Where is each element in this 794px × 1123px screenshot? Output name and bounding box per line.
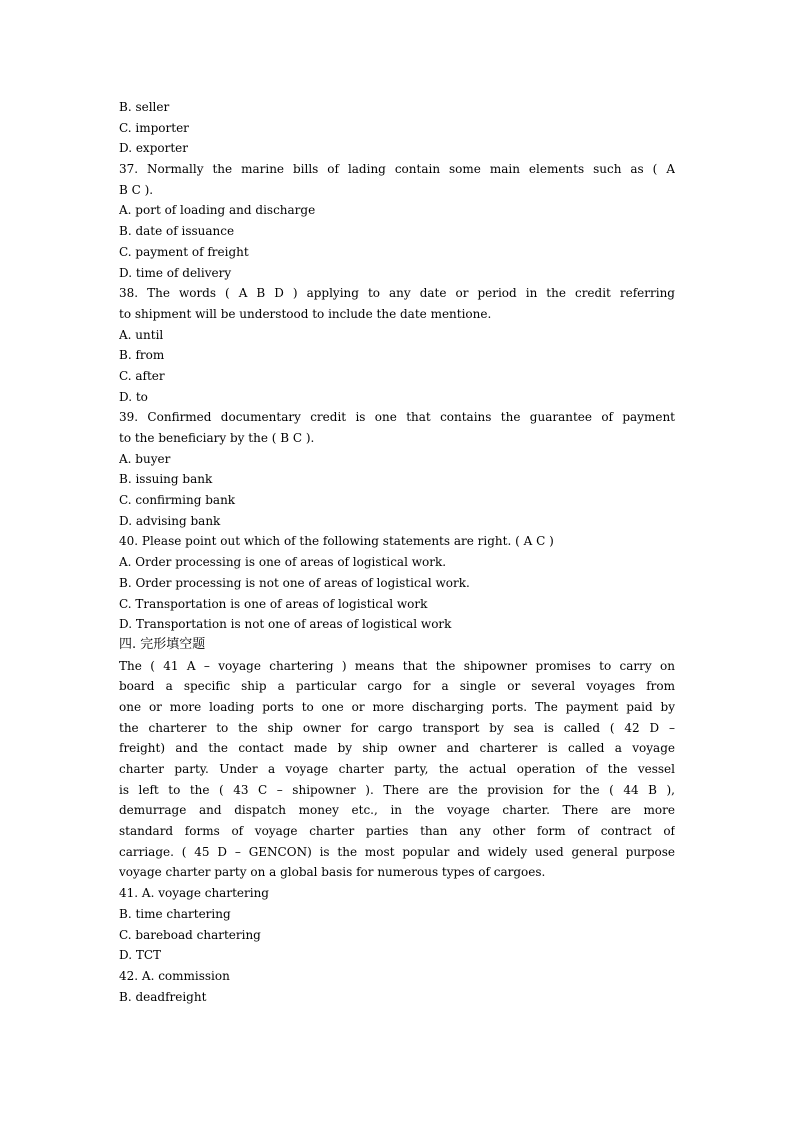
text-line: A. until <box>119 327 164 342</box>
text-line: B. from <box>119 348 165 363</box>
text-line: freight) and the contact made by ship owner and charterer is called a voyage <box>119 741 675 756</box>
text-line: D. time of delivery <box>119 265 232 280</box>
text-line: D. Transportation is not one of areas of logistical work <box>119 617 452 632</box>
text-line: board a specific ship a particular cargo for a single or several voyages from <box>119 679 675 694</box>
text-line: is left to the ( 43 C – shipowner ). There are the provision for the ( 44 B ), <box>119 782 675 797</box>
text-line: 41. A. voyage chartering <box>119 886 269 901</box>
text-line: D. to <box>119 389 148 404</box>
text-line: 37. Normally the marine bills of lading contain some main elements such as ( A <box>119 162 675 177</box>
text-line: to shipment will be understood to include the date mentione. <box>119 306 492 321</box>
document-body <box>119 97 675 1007</box>
section-heading: 四. 完形填空题 <box>119 636 206 652</box>
text-line: A. port of loading and discharge <box>119 203 316 218</box>
text-line: C. after <box>119 368 165 383</box>
text-line: 38. The words ( A B D ) applying to any date or period in the credit referring <box>119 286 675 301</box>
text-line: D. exporter <box>119 141 188 156</box>
text-line: one or more loading ports to one or more discharging ports. The payment paid by <box>119 699 675 714</box>
text-line: B. time chartering <box>119 906 231 921</box>
text-line: the charterer to the ship owner for cargo transport by sea is called ( 42 D – <box>119 720 675 735</box>
text-line: B. date of issuance <box>119 224 235 239</box>
text-line: D. advising bank <box>119 513 221 528</box>
text-line: to the beneficiary by the ( B C ). <box>119 431 315 445</box>
text-line: B C ). <box>119 182 154 197</box>
text-line: 42. A. commission <box>119 968 230 983</box>
text-line: charter party. Under a voyage charter party, the actual operation of the vessel <box>119 762 675 776</box>
text-line: C. bareboad chartering <box>119 927 261 942</box>
text-line: demurrage and dispatch money etc., in the voyage charter. There are more <box>119 803 675 818</box>
text-line: carriage. ( 45 D – GENCON) is the most popular and widely used general purpose <box>119 844 675 859</box>
text-line: C. Transportation is one of areas of logistical work <box>119 596 428 611</box>
text-line: B. issuing bank <box>119 472 213 487</box>
text-line: The ( 41 A – voyage chartering ) means that the shipowner promises to carry on <box>119 658 675 673</box>
text-line: C. payment of freight <box>119 244 249 259</box>
text-line: voyage charter party on a global basis for numerous types of cargoes. <box>119 865 546 880</box>
text-line: B. Order processing is not one of areas of logistical work. <box>119 575 470 590</box>
text-line: A. Order processing is one of areas of logistical work. <box>119 555 447 570</box>
text-line: C. confirming bank <box>119 493 236 508</box>
text-line: A. buyer <box>119 451 171 466</box>
text-line: B. deadfreight <box>119 989 207 1004</box>
text-line: B. seller <box>119 100 170 114</box>
text-line: D. TCT <box>119 948 162 963</box>
text-line: C. importer <box>119 120 189 135</box>
text-line: 39. Confirmed documentary credit is one that contains the guarantee of payment <box>119 410 675 425</box>
text-line: standard forms of voyage charter parties than any other form of contract of <box>119 824 675 839</box>
text-line: 40. Please point out which of the following statements are right. ( A C ) <box>119 534 554 549</box>
